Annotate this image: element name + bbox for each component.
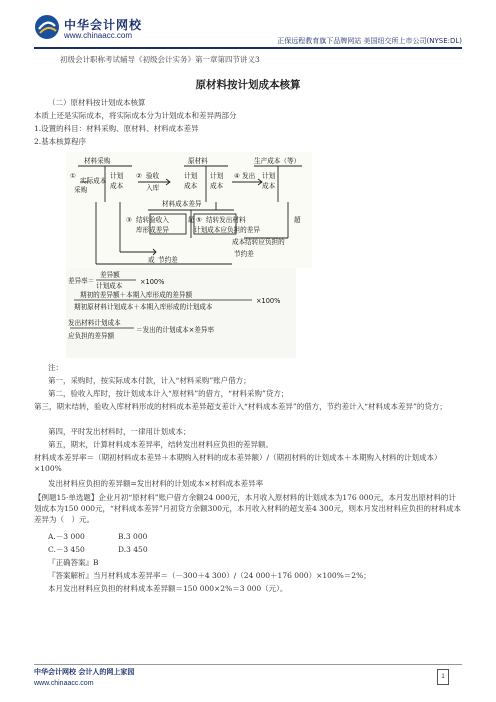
step-5: ⑤: [196, 216, 202, 224]
option-b: B.3 000: [118, 532, 148, 541]
label-yanshou: 验收: [146, 172, 160, 180]
formula-text-2: 发出材料应负担的差异额=发出材料的计划成本×材料成本差异率: [48, 479, 264, 488]
paragraph: 2.基本核算程序: [34, 137, 87, 146]
answer-analysis-2: 本月发出材料应负担的材料成本差异额＝150 000×2%＝3 000（元）。: [48, 584, 288, 593]
note-item: 第三，期末结转，验收入库材料形成的材料成本差异超支差计入“材料成本差异”的借方，节约差计入“材料成本差异”的贷方；: [34, 402, 447, 411]
label-caigou2: 采购: [74, 186, 88, 194]
paragraph: 1.设置的科目：材料采购、原材料、材料成本差异: [34, 124, 199, 133]
label-chengben-2: 成本: [184, 182, 198, 190]
label-jiezhuan-ruku: 结转验收入: [136, 216, 169, 224]
f2-denominator: 期初原材料计划成本＋本期入库形成的计划成本: [74, 303, 213, 311]
label-huo: 或: [148, 256, 155, 264]
label-yuancailiao: 原材料: [188, 157, 208, 165]
footer-url[interactable]: www.chinaacc.com: [34, 680, 94, 687]
label-yingfu: 计划成本应负担的差异: [194, 226, 260, 234]
page-title: 原材料按计划成本核算: [195, 79, 301, 91]
note-item: 第四，平时发出材料时，一律用计划成本；: [48, 427, 191, 436]
brand-name: 中华会计网校: [64, 18, 143, 32]
label-fachu: 发出: [242, 172, 256, 180]
option-d: D.3 450: [118, 545, 148, 554]
f1-numerator: 差异额: [100, 271, 120, 279]
answer-analysis: 『答案解析』当月材料成本差异率＝（－300＋4 300）/（24 000＋176 000）×100%＝2%；: [48, 571, 371, 580]
note-item: 第一，采购时，按实际成本付款，计入“材料采购”账户借方；: [48, 376, 251, 385]
label-chengben-3: 成本: [210, 182, 224, 190]
label-jihua-4: 计划: [262, 172, 276, 180]
option-a: A.－3 000: [48, 532, 85, 541]
formula-text: 材料成本差异率＝（期初材料成本差异＋本期购入材料的成本差异额）/（期初材料的计划成本＋本期购入材料的计划成本）×100%: [34, 453, 442, 473]
label-jieyue-2: 节约差: [158, 256, 178, 264]
label-chao-2: 超: [294, 216, 301, 224]
page-header: [0, 0, 496, 50]
label-jihua-2: 计划: [184, 172, 198, 180]
label-ruku-cy: 库形成差异: [136, 226, 169, 234]
brand-url[interactable]: www.chinaacc.com: [64, 31, 133, 40]
label-shiji: 实际成本: [80, 177, 107, 185]
header-slogan: 正保远程教育旗下品牌网站 美国纽交所上市公司(NYSE:DL): [277, 37, 462, 45]
step-4: ④: [234, 172, 240, 180]
note-item: 第二，验收入库时，按计划成本计入“原材料”的借方，“材料采购”贷方；: [48, 389, 289, 398]
f2-percent: ×100%: [256, 297, 281, 305]
label-chengben: 成本: [110, 182, 124, 190]
label-chengben-jie: 成本结转应负担的: [232, 238, 285, 246]
chinaacc-logo-icon: [34, 14, 60, 40]
label-caigou: 材料采购: [84, 157, 111, 165]
example-question: 【例题15·单选题】企业月初“原材料”账户借方余额24 000元，本月收入原材料的计划成本为176 000元，本月发出原材料的计划成本为150 000元，“材料成本差异”月初贷方余额300元，本月收入材料的超支差4 300元，则本月发出材料应负担的材料成本差异为（ ）元。: [34, 493, 461, 524]
f2-numerator: 期初的差异额＋本期入库形成的差异额: [80, 291, 193, 299]
step-1: ①: [70, 172, 76, 180]
f3-rhs: ＝发出的计划成本×差异率: [136, 326, 215, 334]
header-divider: [34, 47, 462, 49]
label-cbcy: 材料成本差异: [162, 200, 202, 208]
step-2: ②: [136, 172, 142, 180]
label-jihua: 计划: [110, 172, 124, 180]
label-jiezhuan-fachu: 结转发出材料: [206, 216, 246, 224]
accounting-flow-diagram: [66, 152, 312, 268]
label-ruku: 入库: [146, 184, 160, 192]
correct-answer: 『正确答案』B: [48, 558, 99, 567]
label-chengben-4: 成本: [262, 182, 276, 190]
f3-lhs-1: 发出材料计划成本: [68, 319, 121, 327]
step-3: ③: [126, 216, 132, 224]
label-chao-1: 超: [188, 216, 195, 224]
footer-brand: 中华会计网校 会计人的网上家园: [34, 668, 135, 676]
page-number: 1: [437, 669, 449, 685]
option-c: C.－3 450: [48, 545, 85, 554]
label-jieyue: 节约差: [234, 250, 254, 258]
difference-rate-formula: [66, 268, 296, 358]
breadcrumb: 初级会计职称考试辅导《初级会计实务》第一章第四节讲义3: [60, 55, 260, 64]
footer-divider: [34, 664, 462, 665]
f1-lhs: 差异率＝: [68, 277, 95, 285]
label-jihua-3: 计划: [210, 172, 224, 180]
paragraph: 本质上还是实际成本，将实际成本分为计划成本和差异两部分: [34, 111, 237, 120]
f1-denominator: 计划成本: [96, 282, 123, 290]
note-item: 第五，期末，计算材料成本差异率，结转发出材料应负担的差异额。: [48, 440, 273, 449]
note-heading: 注：: [48, 363, 63, 372]
f1-percent: ×100%: [140, 278, 165, 286]
label-shengchan: 生产成本（等）: [254, 157, 301, 165]
section-heading: （二）原材料按计划成本核算: [48, 98, 146, 107]
f3-lhs-2: 应负担的差异额: [68, 332, 115, 340]
